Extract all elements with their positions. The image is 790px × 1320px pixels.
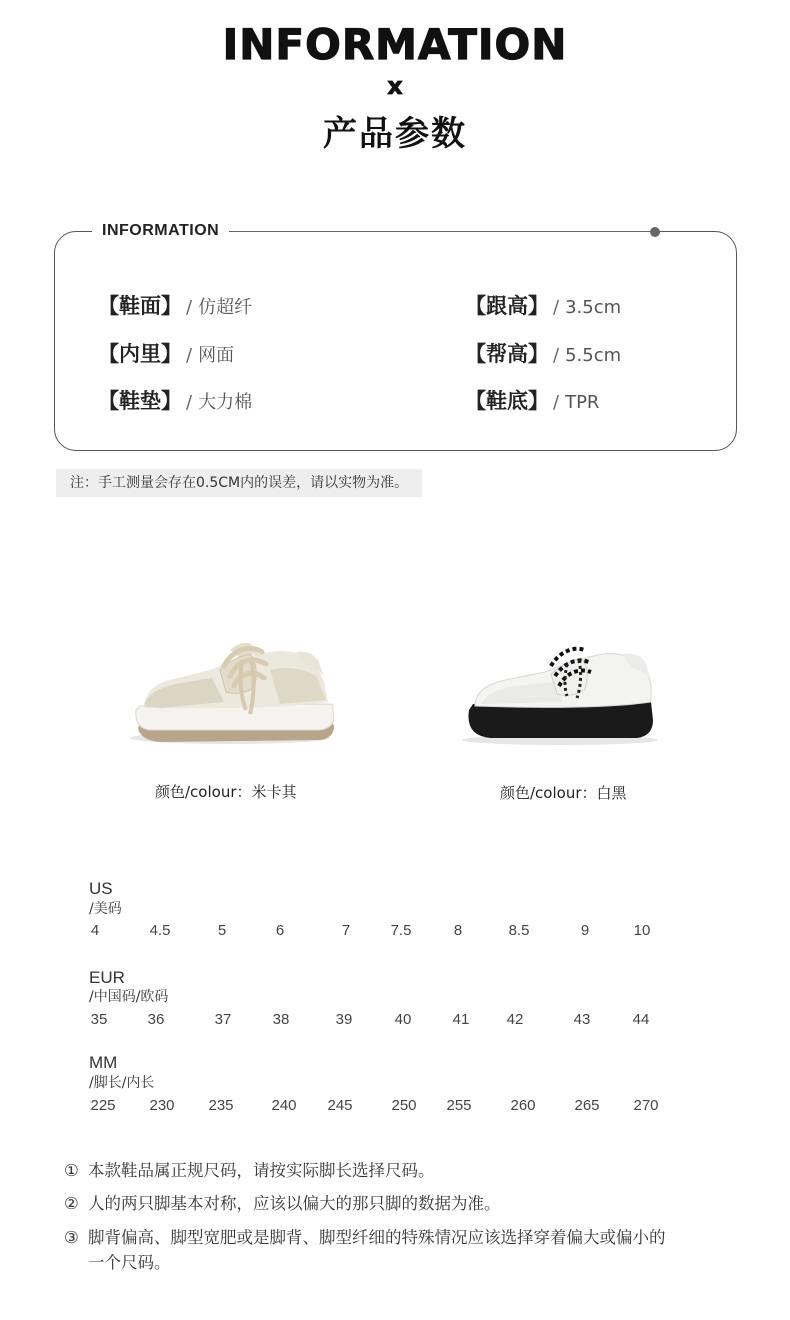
size-us-value: 4.5 [149, 922, 171, 939]
spec-key: 【鞋垫】 [98, 389, 182, 413]
size-us-value: 8 [453, 922, 463, 939]
spec-upper [98, 290, 252, 320]
color-label-white-black: 颜色/colour：白黑 [500, 784, 627, 802]
size-us-value: 6 [275, 922, 285, 939]
spec-heel-height [465, 290, 621, 320]
info-tag: INFORMATION [92, 222, 229, 240]
spec-value: 仿超纤 [198, 297, 253, 318]
tip-text: 人的两只脚基本对称，应该以偏大的那只脚的数据为准。 [88, 1194, 501, 1213]
tip-text: 本款鞋品属正规尺码，请按实际脚长选择尺码。 [88, 1161, 435, 1180]
size-eur-value: 36 [147, 1011, 165, 1028]
size-us-value: 5 [217, 922, 227, 939]
tip-2 [64, 1191, 501, 1217]
header-title-zh: 产品参数 [323, 114, 467, 154]
spec-value: 网面 [198, 345, 235, 366]
spec-value: 大力棉 [198, 392, 253, 413]
spec-sep: / [186, 392, 193, 413]
spec-key: 【内里】 [98, 342, 182, 366]
size-eur-value: 44 [632, 1011, 650, 1028]
size-eur-value: 35 [90, 1011, 108, 1028]
spec-sole [465, 385, 599, 415]
spec-lining [98, 338, 234, 368]
header-title-en: INFORMATION [222, 20, 568, 69]
tip-1 [64, 1158, 435, 1184]
info-divider-dot [650, 227, 660, 237]
spec-sep: / [553, 345, 560, 366]
size-eur-value: 41 [452, 1011, 470, 1028]
size-mm-sub: /脚长/内长 [89, 1075, 155, 1091]
spec-key: 【鞋面】 [98, 294, 182, 318]
size-eur-value: 42 [506, 1011, 524, 1028]
color-label-beige: 颜色/colour：米卡其 [155, 783, 297, 801]
size-us-value: 4 [90, 922, 100, 939]
size-mm-value: 225 [90, 1097, 116, 1114]
tip-3-continued: 一个尺码。 [88, 1253, 171, 1272]
size-mm-value: 240 [271, 1097, 297, 1114]
size-us-title: US [89, 879, 113, 898]
shoe-image-white-black [455, 640, 660, 750]
tip-number: ② [64, 1194, 79, 1213]
size-mm-value: 265 [574, 1097, 600, 1114]
tip-number: ① [64, 1161, 79, 1180]
size-us-sub: /美码 [89, 901, 122, 917]
tip-text: 脚背偏高、脚型宽肥或是脚背、脚型纤细的特殊情况应该选择穿着偏大或偏小的 [88, 1228, 666, 1247]
spec-value: 5.5cm [565, 345, 622, 366]
size-mm-value: 235 [208, 1097, 234, 1114]
spec-sep: / [553, 297, 560, 318]
spec-value: TPR [565, 392, 600, 413]
size-mm-title: MM [89, 1053, 118, 1072]
size-mm-value: 230 [149, 1097, 175, 1114]
measurement-note: 注：手工测量会存在0.5CM内的误差，请以实物为准。 [56, 469, 422, 497]
size-us-value: 9 [580, 922, 590, 939]
size-eur-value: 39 [335, 1011, 353, 1028]
size-us-value: 7.5 [390, 922, 412, 939]
size-eur-value: 37 [214, 1011, 232, 1028]
size-eur-value: 43 [573, 1011, 591, 1028]
size-eur-sub: /中国码/欧码 [89, 989, 169, 1005]
spec-shaft-height [465, 338, 621, 368]
spec-sep: / [186, 345, 193, 366]
size-eur-title: EUR [89, 968, 125, 987]
spec-key: 【跟高】 [465, 294, 549, 318]
size-eur-value: 38 [272, 1011, 290, 1028]
shoe-image-beige [120, 630, 340, 750]
spec-sep: / [553, 392, 560, 413]
size-eur-value: 40 [394, 1011, 412, 1028]
spec-value: 3.5cm [565, 297, 622, 318]
size-us-value: 10 [633, 922, 651, 939]
size-mm-value: 245 [327, 1097, 353, 1114]
size-mm-value: 270 [633, 1097, 659, 1114]
size-mm-value: 260 [510, 1097, 536, 1114]
info-divider-line [230, 231, 652, 232]
size-mm-value: 250 [391, 1097, 417, 1114]
header-title-x: x [387, 72, 403, 100]
tip-number: ③ [64, 1228, 79, 1247]
tip-3 [64, 1225, 666, 1251]
spec-key: 【帮高】 [465, 342, 549, 366]
spec-insole [98, 385, 252, 415]
size-us-value: 7 [341, 922, 351, 939]
spec-sep: / [186, 297, 193, 318]
spec-key: 【鞋底】 [465, 389, 549, 413]
size-mm-value: 255 [446, 1097, 472, 1114]
size-us-value: 8.5 [508, 922, 530, 939]
